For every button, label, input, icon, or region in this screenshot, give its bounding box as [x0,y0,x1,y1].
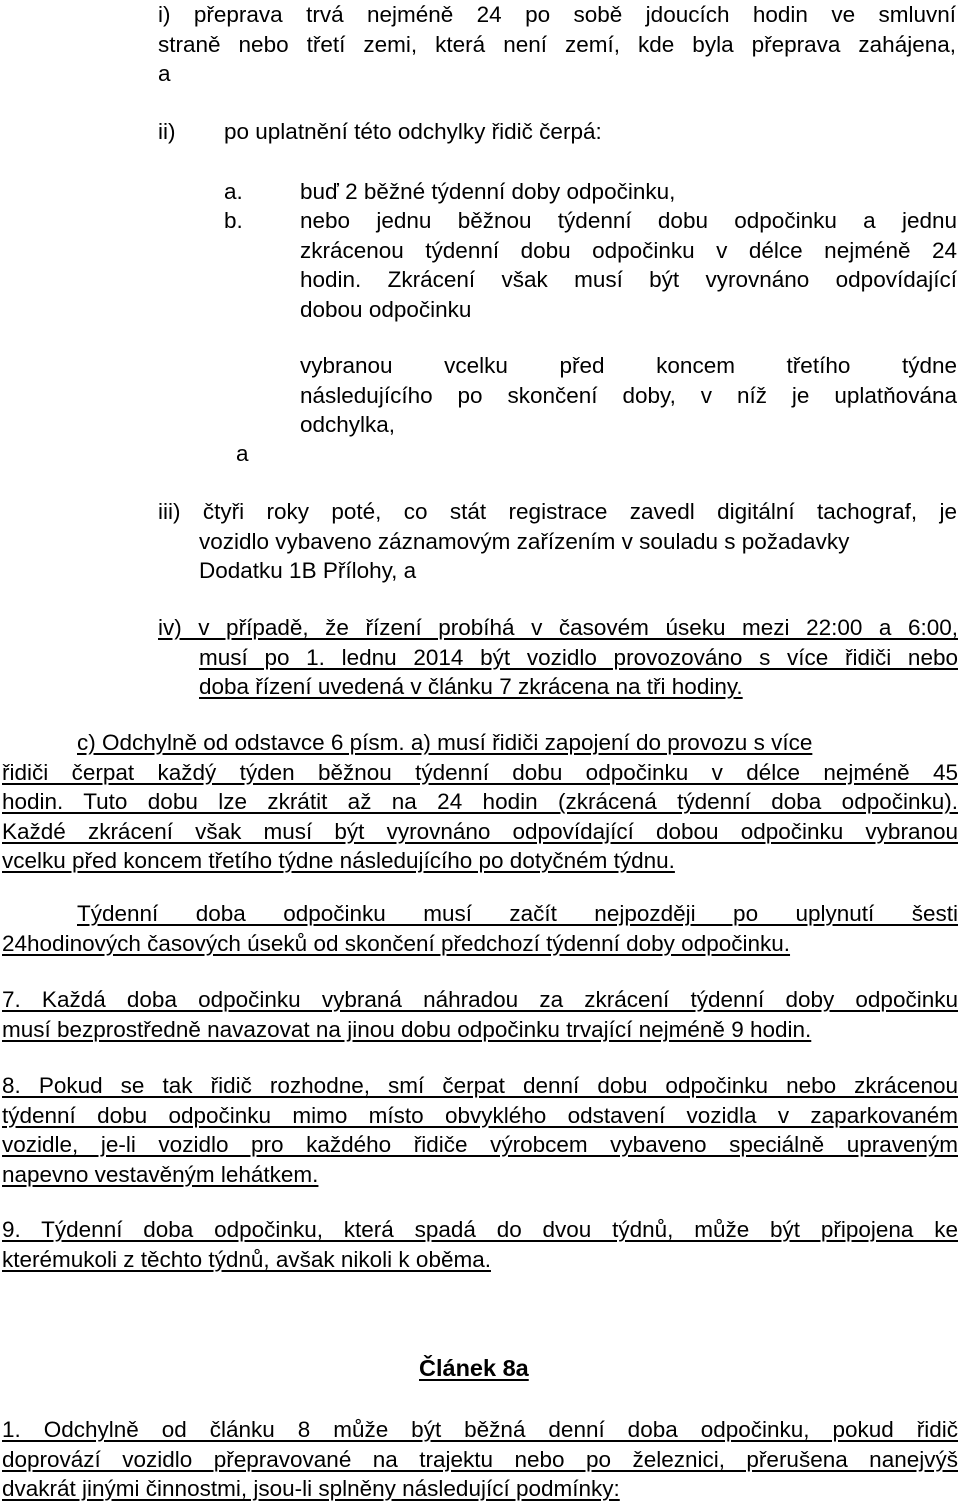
clause-iii-line-1: iii) čtyři roky poté, co stát registrace zavedl digitální tachograf, je [158,499,957,524]
and-marker: a [236,441,249,466]
option-b-line-2: zkrácenou týdenní dobu odpočinku v délce nejméně 24 [300,237,957,263]
clause-iv-line-2: musí po 1. lednu 2014 být vozidlo provozováno s více řidiči nebo [199,644,958,670]
paragraph-8-line-2: týdenní dobu odpočinku mimo místo obvyklého odstavení vozidla v zaparkovaném [2,1102,958,1128]
paragraph-weekly-rest [2,899,958,958]
paragraph-9 [2,1215,958,1274]
paragraph-8 [2,1071,958,1189]
option-b-line-1: nebo jednu běžnou týdenní dobu odpočinku a jednu [300,208,957,233]
option-a-text: buď 2 běžné týdenní doby odpočinku, [300,179,676,204]
continuation-line-1: vybranou vcelku před koncem třetího týdne [300,353,957,378]
paragraph-c-line-3: hodin. Tuto dobu lze zkrátit až na 24 hodin (zkrácená týdenní doba odpočinku). [2,789,958,814]
option-b-line-4: dobou odpočinku [300,296,472,322]
paragraph-9-line-2: kterémukoli z těchto týdnů, avšak nikoli k oběma. [2,1246,491,1272]
clause-ii-text: po uplatnění této odchylky řidič čerpá: [224,119,602,144]
continuation-line-2: následujícího po skončení doby, v níž je uplatňována [300,382,957,408]
article-heading: Článek 8a [419,1355,529,1381]
option-a-marker: a. [224,179,243,204]
option-b-line-3: hodin. Zkrácení však musí být vyrovnáno odpovídající [300,267,957,292]
paragraph-c-line-4: Každé zkrácení však musí být vyrovnáno odpovídající dobou odpočinku vybranou [2,818,958,844]
paragraph-8-line-3: vozidle, je-li vozidlo pro každého řidiče výrobcem vybaveno speciálně upraveným [2,1132,958,1157]
option-b-text [300,206,957,324]
article-8a-line-1: 1. Odchylně od článku 8 může být běžná denní doba odpočinku, pokud řidič [2,1417,958,1442]
option-b-marker: b. [224,208,243,233]
paragraph-7-line-2: musí bezprostředně navazovat na jinou dobu odpočinku trvající nejméně 9 hodin. [2,1016,812,1042]
clause-i-line-1: i) přeprava trvá nejméně 24 po sobě jdoucích hodin ve smluvní [158,2,956,27]
clause-i-line-2: straně nebo třetí zemi, která není zemí, kde byla přeprava zahájena, [158,31,956,57]
clause-iii-line-3: Dodatku 1B Přílohy, a [199,558,417,583]
clause-iii-line-2: vozidlo vybaveno záznamovým zařízením v souladu s požadavky [199,528,850,554]
clause-iv [158,613,958,702]
paragraph-c-line-2: řidiči čerpat každý týden běžnou týdenní dobu odpočinku v délce nejméně 45 [2,759,958,785]
clause-i-line-3: a [158,61,171,86]
continuation-line-3: odchylka, [300,412,396,437]
paragraph-c-line-5: vcelku před koncem třetího týdne následujícího po dotyčném týdnu. [2,848,675,873]
clause-ii-marker: ii) [158,119,176,144]
clause-iv-line-1: iv) v případě, že řízení probíhá v časovém úseku mezi 22:00 a 6:00, [158,615,958,640]
paragraph-9-line-1: 9. Týdenní doba odpočinku, která spadá do dvou týdnů, může být připojena ke [2,1217,958,1242]
weekly-rest-line-2: 24hodinových časových úseků od skončení předchozí týdenní doby odpočinku. [2,930,791,956]
clause-i [158,0,956,89]
article-8a-paragraph-1 [2,1415,958,1504]
paragraph-c [2,728,958,876]
article-8a-line-2: doprovází vozidlo přepravované na trajektu nebo po železnici, přerušena nanejvýš [2,1446,958,1472]
paragraph-7-line-1: 7. Každá doba odpočinku vybraná náhradou za zkrácení týdenní doby odpočinku [2,987,958,1012]
article-8a-line-3: dvakrát jinými činnostmi, jsou-li splněny následující podmínky: [2,1476,620,1501]
paragraph-8-line-4: napevno vestavěným lehátkem. [2,1161,319,1187]
paragraph-7 [2,985,958,1044]
option-continuation [300,351,957,440]
paragraph-c-line-1: c) Odchylně od odstavce 6 písm. a) musí řidiči zapojení do provozu s více [77,730,813,755]
clause-iv-line-3: doba řízení uvedená v článku 7 zkrácena na tři hodiny. [199,674,743,699]
paragraph-8-line-1: 8. Pokud se tak řidič rozhodne, smí čerpat denní dobu odpočinku nebo zkrácenou [2,1073,958,1098]
weekly-rest-line-1: Týdenní doba odpočinku musí začít nejpozději po uplynutí šesti [77,901,958,926]
clause-iii [158,497,957,586]
